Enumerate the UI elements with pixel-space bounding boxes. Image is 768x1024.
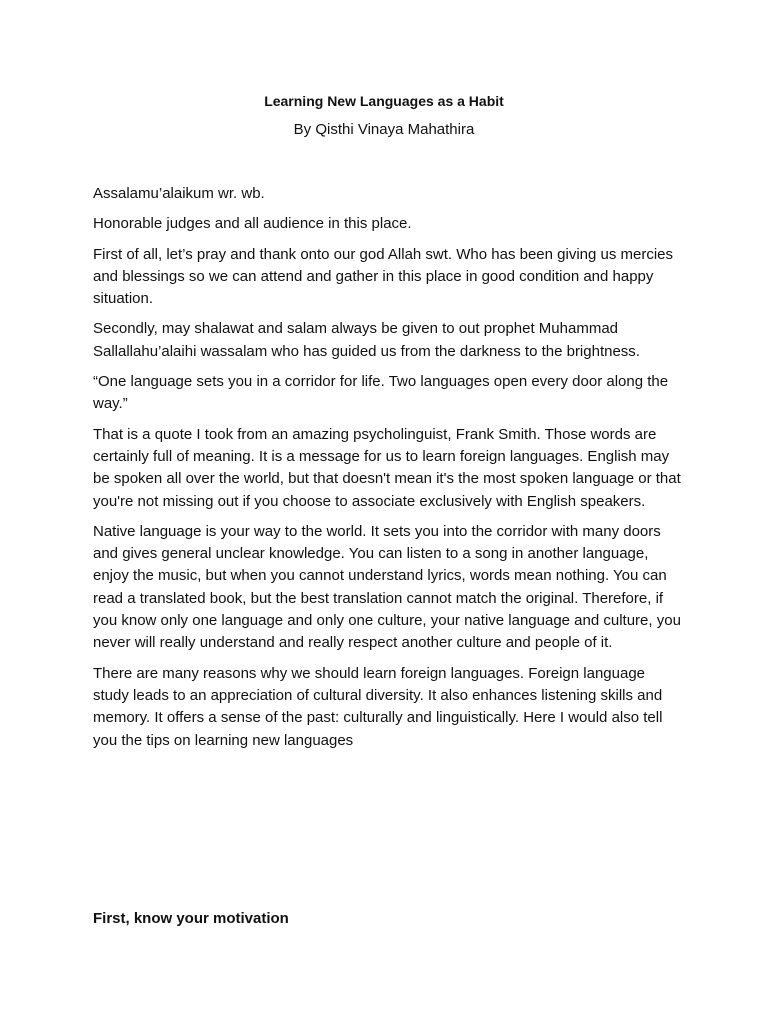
paragraph-prayer: First of all, let’s pray and thank onto our god Allah swt. Who has been giving us mercies and blessings so we can attend and gather in this place in good condition and happy situation. [93,245,674,308]
section-heading: First, know your motivation [93,910,289,927]
paragraph-reasons: There are many reasons why we should learn foreign languages. Foreign language study leads to an appreciation of cultural diversity. It also enhances listening skills and memory. It offers a sense of the past: culturally and linguistically. Here I would also tell you the tips on learning new languages [93,664,663,749]
document-title: Learning New Languages as a Habit [264,93,504,109]
paragraph-shalawat: Secondly, may shalawat and salam always be given to out prophet Muhammad Sallallahu’alaihi wassalam who has guided us from the darkness to the brightness. [93,320,640,360]
paragraph-greeting: Assalamu’alaikum wr. wb. [93,185,265,202]
document-body [93,183,685,760]
paragraph-quote-source: That is a quote I took from an amazing psycholinguist, Frank Smith. Those words are certainly full of meaning. It is a message for us to learn foreign languages. English may be spoken all over the world, but that doesn't mean it's the most spoken language or that you're not missing out if you choose to associate exclusively with English speakers. [93,425,681,510]
paragraph-native-language: Native language is your way to the world. It sets you into the corridor with many doors and gives general unclear knowledge. You can listen to a song in another language, enjoy the music, but when you cannot understand lyrics, words mean nothing. You can read a translated book, but the best translation cannot match the original. Therefore, if you know only one language and only one culture, your native language and culture, you never will really understand and really respect another culture and people of it. [93,522,681,652]
paragraph-salutation: Honorable judges and all audience in this place. [93,215,412,233]
document-byline: By Qisthi Vinaya Mahathira [293,121,475,138]
paragraph-quote: “One language sets you in a corridor for life. Two languages open every door along the way.” [93,373,669,413]
